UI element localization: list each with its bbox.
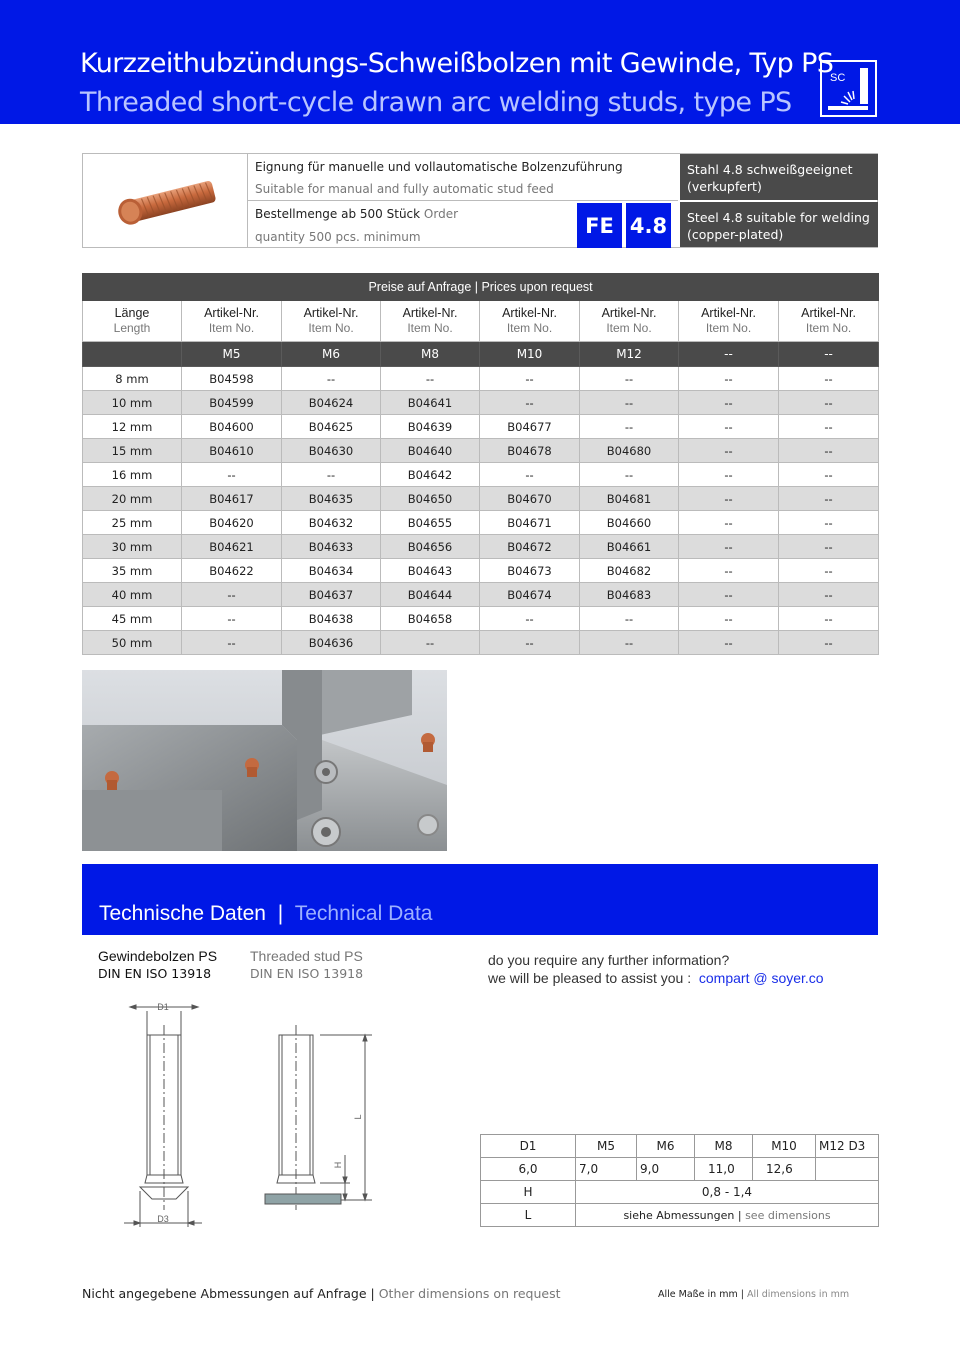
d3-value-empty: [816, 1158, 879, 1181]
item-number-cell: B04637: [282, 583, 381, 607]
length-cell: 45 mm: [83, 607, 182, 631]
stud-type-german: [98, 947, 217, 983]
item-number-cell: --: [779, 439, 879, 463]
footer-units-english: All dimensions in mm: [746, 1289, 850, 1300]
item-number-cell: --: [381, 367, 480, 391]
header-german: Artikel-Nr.: [204, 306, 259, 320]
l-value: [576, 1204, 879, 1227]
dim-h-row: [481, 1181, 879, 1204]
footer-note: Nicht angegebene Abmessungen auf Anfrage | Other dimensions on request: [82, 1286, 561, 1301]
l-value-english: see dimensions: [745, 1208, 831, 1222]
footer-units-german: Alle Maße in mm: [658, 1289, 738, 1300]
dim-header-m6: M6: [637, 1135, 695, 1158]
threaded-stud-image: [83, 154, 248, 247]
length-cell: 25 mm: [83, 511, 182, 535]
item-number-cell: B04622: [182, 559, 282, 583]
h-label-cell: H: [481, 1181, 576, 1204]
d3-value-2: 9,0: [637, 1158, 695, 1181]
base-plate: [265, 1194, 341, 1204]
feed-text-english: Suitable for manual and fully automatic stud feed: [255, 182, 554, 196]
price-banner-row: [83, 274, 879, 301]
item-number-cell: --: [679, 367, 779, 391]
item-number-cell: --: [182, 607, 282, 631]
item-number-cell: --: [679, 511, 779, 535]
dim-header-m10: M10: [753, 1135, 816, 1158]
table-row: [83, 463, 879, 487]
dim-header-m5: M5: [576, 1135, 637, 1158]
table-row: [83, 391, 879, 415]
item-number-cell: B04620: [182, 511, 282, 535]
item-number-cell: --: [679, 559, 779, 583]
d3-value-3: 11,0: [695, 1158, 753, 1181]
dim-header-m8: M8: [695, 1135, 753, 1158]
feed-text-german: Eignung für manuelle und vollautomatische Bolzenzuführung: [255, 160, 623, 174]
price-banner: Preise auf Anfrage | Prices upon request: [83, 274, 879, 301]
order-text: [255, 207, 458, 221]
tech-title-english: Technical Data: [294, 902, 433, 925]
h-value: 0,8 - 1,4: [576, 1181, 879, 1204]
item-number-cell: B04655: [381, 511, 480, 535]
thread-size-row: [83, 342, 879, 367]
item-number-cell: B04630: [282, 439, 381, 463]
item-number-cell: B04656: [381, 535, 480, 559]
length-cell: 12 mm: [83, 415, 182, 439]
item-number-cell: B04670: [480, 487, 580, 511]
item-number-cell: B04644: [381, 583, 480, 607]
technical-data-title: [99, 902, 432, 926]
header-english: Item No.: [705, 321, 752, 335]
item-number-cell: --: [779, 559, 879, 583]
header-row: [83, 301, 879, 342]
technical-data-banner: [82, 864, 878, 935]
stud-image: [83, 154, 248, 247]
item-number-cell: --: [480, 367, 580, 391]
feed-info: [248, 154, 678, 201]
dim-header-row: [481, 1135, 879, 1158]
thread-size-cell: [83, 342, 182, 367]
item-number-cell: B04635: [282, 487, 381, 511]
dim-header-d1: D1: [481, 1135, 576, 1158]
material-german: Stahl 4.8 schweißgeeignet (verkupfert): [680, 154, 878, 200]
length-cell: 10 mm: [83, 391, 182, 415]
table-row: [83, 559, 879, 583]
footer-note-english: Other dimensions on request: [378, 1286, 561, 1301]
item-number-cell: --: [779, 535, 879, 559]
item-number-cell: B04617: [182, 487, 282, 511]
length-cell: 40 mm: [83, 583, 182, 607]
thread-size-cell: M8: [381, 342, 480, 367]
item-number-cell: --: [381, 631, 480, 655]
header-english: Item No.: [208, 321, 255, 335]
item-number-cell: --: [182, 463, 282, 487]
item-number-cell: --: [580, 391, 679, 415]
item-number-cell: B04641: [381, 391, 480, 415]
table-row: [83, 631, 879, 655]
title-english: Threaded short-cycle drawn arc welding studs, type PS: [80, 87, 792, 118]
contact-line-2: we will be pleased to assist you :: [488, 970, 692, 986]
item-number-cell: B04636: [282, 631, 381, 655]
item-number-table: [82, 273, 879, 655]
item-number-cell: B04660: [580, 511, 679, 535]
item-number-cell: --: [779, 487, 879, 511]
header-cell: [679, 301, 779, 342]
item-number-cell: B04650: [381, 487, 480, 511]
thread-size-cell: --: [679, 342, 779, 367]
tech-title-separator: |: [277, 902, 284, 925]
header-cell: [381, 301, 480, 342]
h-label: H: [333, 1161, 343, 1169]
header-english: Item No.: [407, 321, 453, 335]
item-number-cell: B04640: [381, 439, 480, 463]
stud-name-english: Threaded stud PS: [250, 948, 363, 964]
header-german: Artikel-Nr.: [502, 306, 557, 320]
item-number-cell: B04624: [282, 391, 381, 415]
item-number-cell: --: [679, 439, 779, 463]
table-row: [83, 607, 879, 631]
d3-value-4: 12,6: [753, 1158, 816, 1181]
header-cell: [580, 301, 679, 342]
item-number-cell: B04680: [580, 439, 679, 463]
item-number-cell: --: [779, 631, 879, 655]
item-number-cell: B04598: [182, 367, 282, 391]
header-cell: [480, 301, 580, 342]
item-number-cell: --: [779, 415, 879, 439]
l-value-separator: |: [737, 1208, 742, 1222]
footer-note-german: Nicht angegebene Abmessungen auf Anfrage: [82, 1286, 367, 1301]
header-english: Item No.: [805, 321, 852, 335]
item-number-cell: --: [679, 391, 779, 415]
item-number-cell: B04643: [381, 559, 480, 583]
header-german: Artikel-Nr.: [701, 306, 756, 320]
d1-label: D1: [157, 1002, 169, 1012]
item-number-cell: B04681: [580, 487, 679, 511]
item-number-cell: --: [182, 583, 282, 607]
item-number-cell: --: [580, 367, 679, 391]
item-number-cell: --: [779, 367, 879, 391]
item-number-cell: --: [779, 391, 879, 415]
length-cell: 8 mm: [83, 367, 182, 391]
item-number-cell: B04638: [282, 607, 381, 631]
sc-logo: [820, 60, 877, 117]
order-text-german: Bestellmenge ab 500 Stück: [255, 207, 421, 221]
order-info: [248, 201, 576, 247]
header-german: Artikel-Nr.: [303, 306, 359, 320]
length-cell: 20 mm: [83, 487, 182, 511]
header-german: Artikel-Nr.: [801, 306, 856, 320]
application-photo: [82, 670, 447, 851]
l-label-cell: L: [481, 1204, 576, 1227]
item-number-cell: B04634: [282, 559, 381, 583]
grade-badge: 4.8: [626, 203, 671, 248]
length-cell: 30 mm: [83, 535, 182, 559]
product-info-box: [82, 153, 878, 248]
item-number-cell: --: [580, 463, 679, 487]
thread-size-cell: M5: [182, 342, 282, 367]
item-number-cell: --: [679, 607, 779, 631]
item-number-cell: --: [580, 415, 679, 439]
item-number-cell: --: [679, 487, 779, 511]
thread-size-cell: M10: [480, 342, 580, 367]
length-cell: 35 mm: [83, 559, 182, 583]
item-number-cell: B04677: [480, 415, 580, 439]
item-number-cell: B04674: [480, 583, 580, 607]
table-row: [83, 439, 879, 463]
welded-bracket-photo: [82, 670, 447, 851]
contact-line-1: do you require any further information?: [488, 952, 730, 968]
item-number-cell: B04600: [182, 415, 282, 439]
item-number-cell: --: [779, 463, 879, 487]
l-value-german: siehe Abmessungen: [623, 1208, 735, 1222]
item-number-cell: --: [480, 391, 580, 415]
item-number-cell: --: [580, 607, 679, 631]
fe-badge: FE: [577, 203, 622, 248]
header-german: Artikel-Nr.: [402, 306, 458, 320]
thread-size-cell: --: [779, 342, 879, 367]
order-text-english-b: quantity 500 pcs. minimum: [255, 230, 421, 244]
item-number-cell: B04682: [580, 559, 679, 583]
item-number-cell: --: [580, 631, 679, 655]
item-number-cell: --: [779, 583, 879, 607]
item-number-cell: B04632: [282, 511, 381, 535]
item-number-cell: --: [779, 607, 879, 631]
norm-english: DIN EN ISO 13918: [250, 966, 364, 981]
material-english: Steel 4.8 suitable for welding (copper-plated): [680, 202, 878, 247]
footer-units: Alle Maße in mm | All dimensions in mm: [658, 1289, 850, 1300]
length-cell: 50 mm: [83, 631, 182, 655]
dim-d3-row: [481, 1158, 879, 1181]
table-row: [83, 583, 879, 607]
item-number-cell: --: [480, 607, 580, 631]
stud-technical-drawing: [90, 995, 390, 1235]
d3-label: D3: [157, 1214, 169, 1224]
item-number-cell: B04610: [182, 439, 282, 463]
table-row: [83, 511, 879, 535]
item-number-cell: B04672: [480, 535, 580, 559]
table-row: [83, 487, 879, 511]
d3-value-1: 7,0: [576, 1158, 637, 1181]
contact-info: [488, 951, 824, 987]
item-number-cell: --: [480, 463, 580, 487]
item-number-cell: --: [679, 631, 779, 655]
length-cell: 16 mm: [83, 463, 182, 487]
item-number-cell: --: [182, 631, 282, 655]
dim-l-row: [481, 1204, 879, 1227]
item-number-cell: B04599: [182, 391, 282, 415]
item-number-cell: --: [679, 463, 779, 487]
header-cell: [83, 301, 182, 342]
header-german: Artikel-Nr.: [601, 306, 657, 320]
item-number-cell: B04661: [580, 535, 679, 559]
l-label: L: [353, 1114, 363, 1120]
logo-text: SC: [830, 72, 846, 84]
norm-german: DIN EN ISO 13918: [98, 966, 212, 981]
page-header: [0, 0, 960, 124]
item-number-cell: --: [679, 415, 779, 439]
item-number-cell: B04671: [480, 511, 580, 535]
item-number-cell: B04658: [381, 607, 480, 631]
dimension-table: [480, 1134, 879, 1227]
header-cell: [182, 301, 282, 342]
item-number-cell: --: [679, 535, 779, 559]
header-english: Item No.: [606, 321, 652, 335]
table-row: [83, 535, 879, 559]
item-number-cell: B04625: [282, 415, 381, 439]
header-cell: [779, 301, 879, 342]
item-number-cell: --: [480, 631, 580, 655]
welding-icon: [822, 62, 875, 115]
item-number-cell: --: [282, 463, 381, 487]
item-number-cell: --: [282, 367, 381, 391]
title-german: Kurzzeithubzündungs-Schweißbolzen mit Gewinde, Typ PS: [80, 48, 834, 79]
dim-header-m12-d3: M12 D3: [816, 1135, 879, 1158]
item-number-cell: B04621: [182, 535, 282, 559]
item-number-cell: B04642: [381, 463, 480, 487]
header-english: Item No.: [308, 321, 354, 335]
order-text-english-a: Order: [423, 207, 459, 221]
item-number-cell: B04673: [480, 559, 580, 583]
stud-type-english: [250, 947, 363, 983]
contact-email-link[interactable]: compart @ soyer.co: [698, 970, 824, 986]
header-cell: [282, 301, 381, 342]
item-number-cell: --: [779, 511, 879, 535]
stud-name-german: Gewindebolzen PS: [98, 948, 218, 964]
d3-value-0: 6,0: [481, 1158, 576, 1181]
table-row: [83, 415, 879, 439]
thread-size-cell: M6: [282, 342, 381, 367]
item-number-cell: --: [679, 583, 779, 607]
thread-size-cell: M12: [580, 342, 679, 367]
item-number-cell: B04678: [480, 439, 580, 463]
length-cell: 15 mm: [83, 439, 182, 463]
header-german: Länge: [114, 306, 150, 320]
header-english: Item No.: [506, 321, 553, 335]
item-number-cell: B04639: [381, 415, 480, 439]
item-number-cell: B04633: [282, 535, 381, 559]
item-number-cell: B04683: [580, 583, 679, 607]
header-english: Length: [113, 321, 151, 335]
table-row: [83, 367, 879, 391]
tech-title-german: Technische Daten: [99, 902, 266, 925]
